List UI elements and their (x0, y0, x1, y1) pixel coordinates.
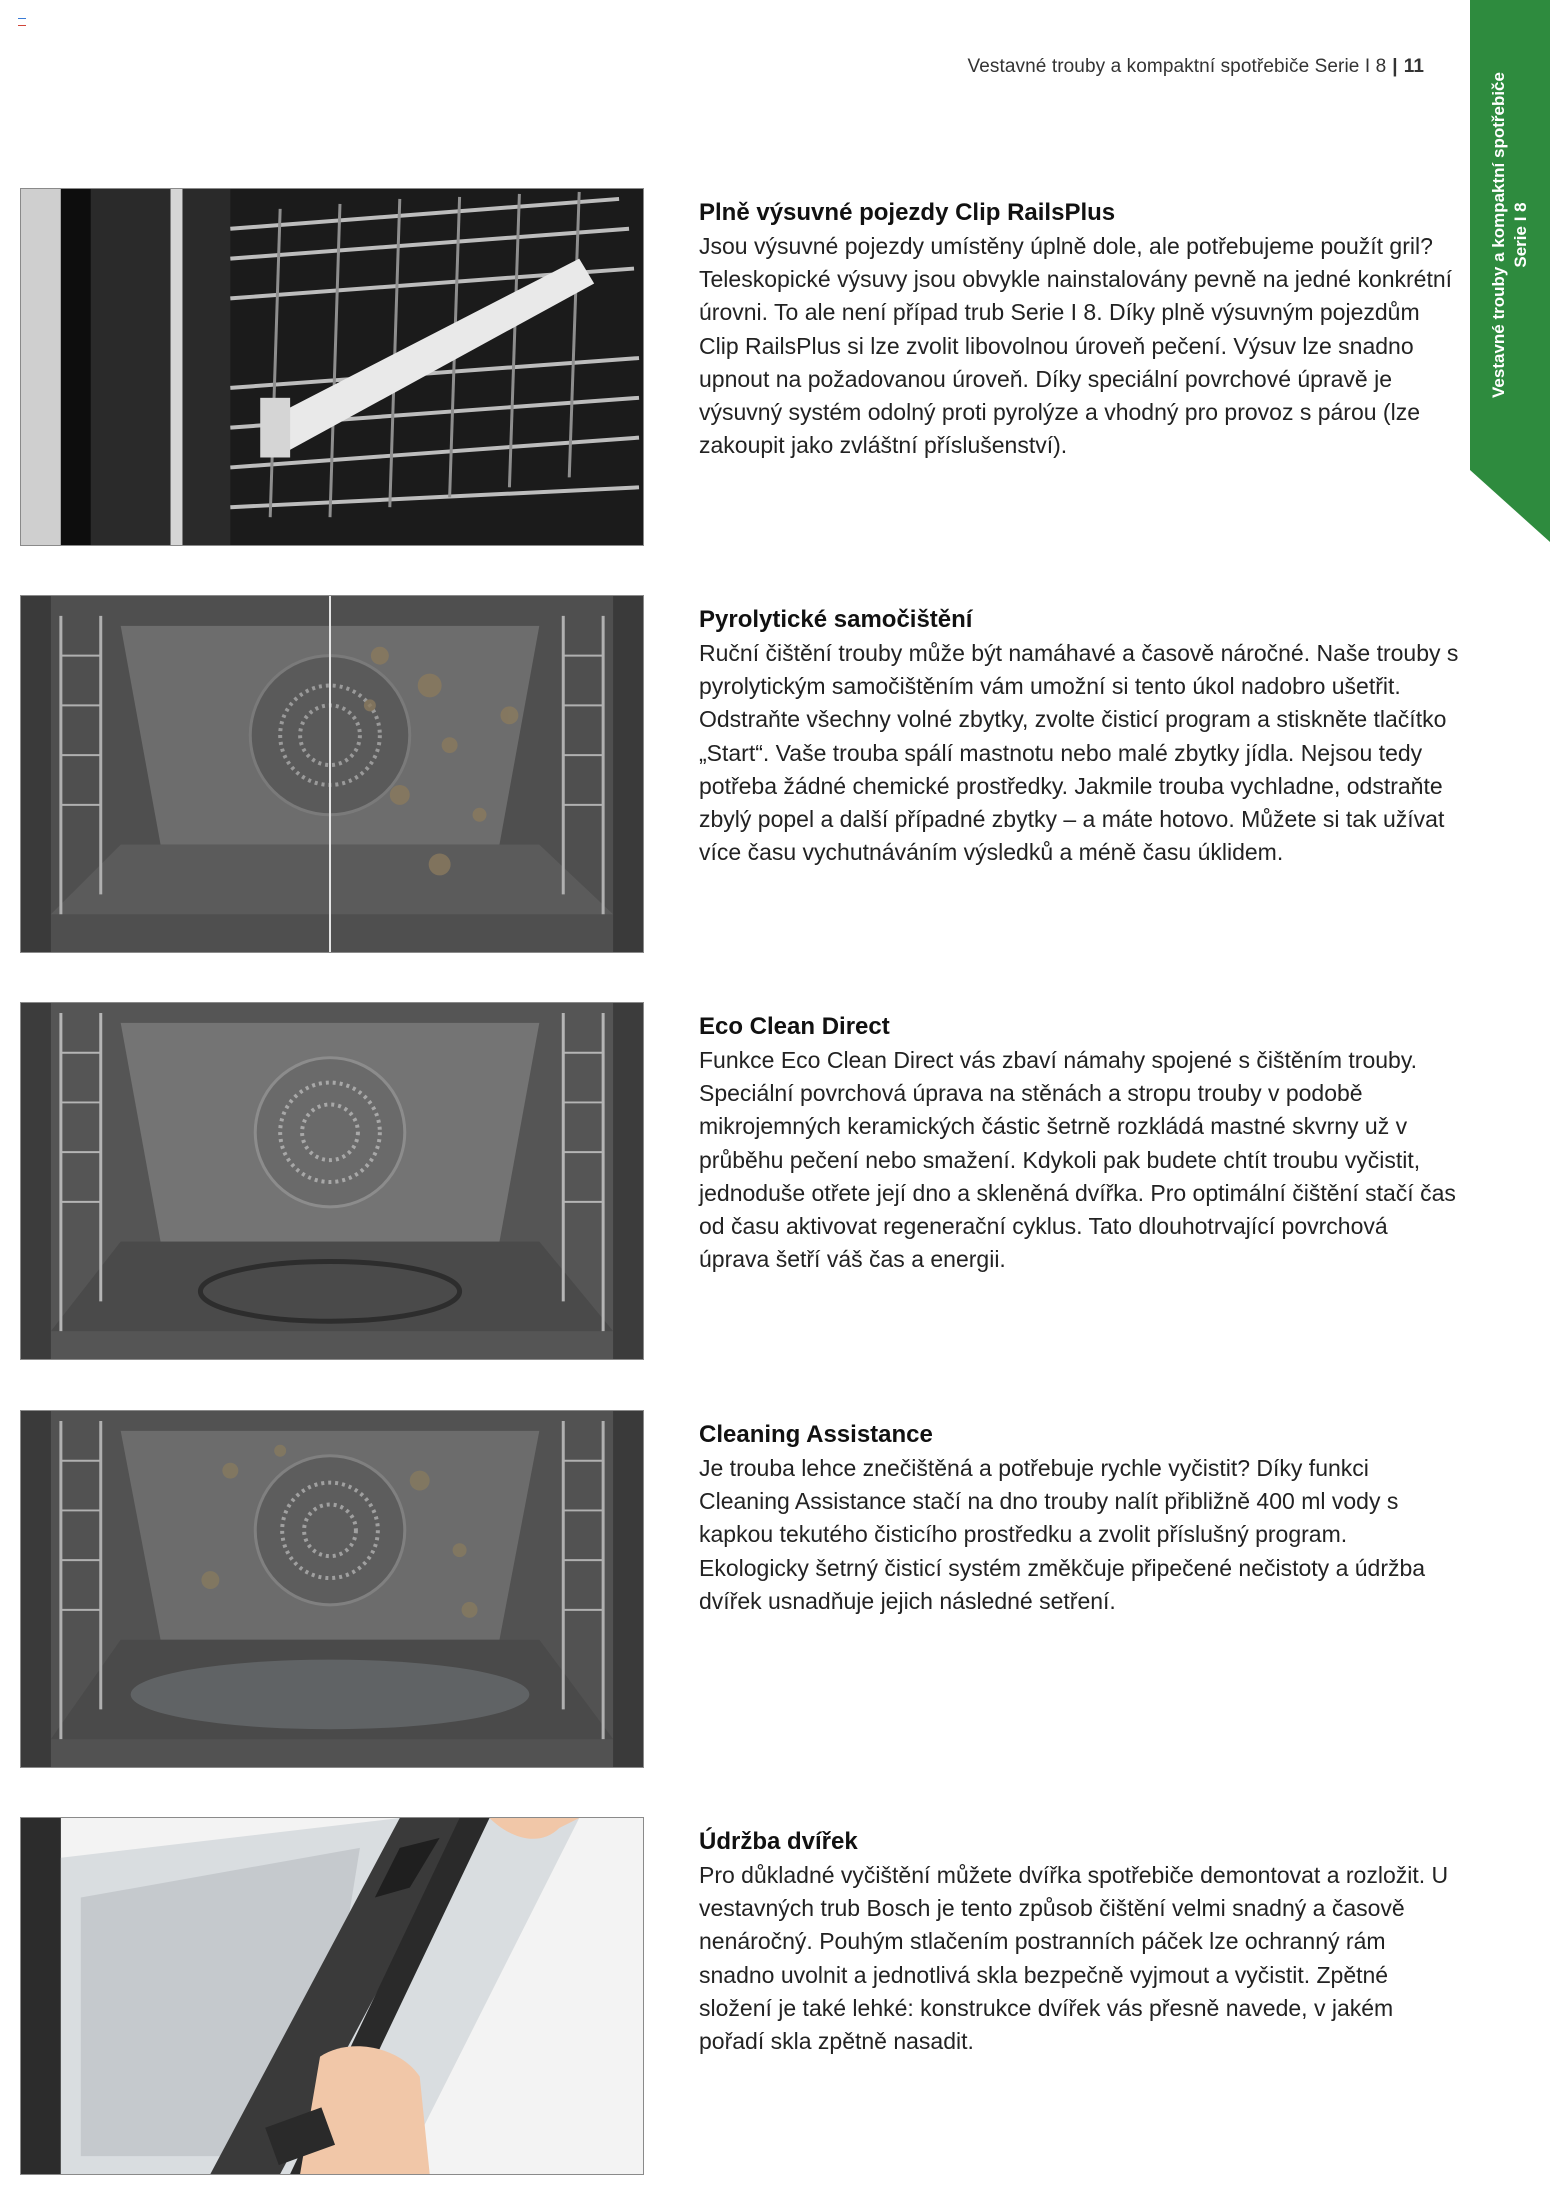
feature-pyrolysis (20, 595, 1459, 955)
feature-text (699, 1010, 1459, 1276)
header-separator: | (1392, 56, 1398, 77)
feature-title: Plně výsuvné pojezdy Clip RailsPlus (699, 199, 1116, 226)
feature-text (699, 1418, 1459, 1618)
feature-body: Funkce Eco Clean Direct vás zbaví námahy spojené s čištěním trouby. Speciální povrchová úprava na stěnách a stropu trouby v podobě mikrojemných keramických částic šetrně rozkládá mastné skvrny už v průběhu pečení nebo smažení. Kdykoli pak budete chtít troubu vyčistit, jednoduše otřete její dno a skleněná dvířka. Pro optimální čištění stačí čas od času aktivovat regenerační cyklus. Tato dlouhotrvající povrchová úprava šetří váš čas a energii. (699, 1047, 1456, 1273)
corner-mark (18, 18, 26, 26)
side-tab-label (1488, 72, 1532, 398)
oven-pyrolysis-photo (20, 595, 644, 953)
side-tab (1470, 0, 1550, 542)
feature-title: Eco Clean Direct (699, 1013, 890, 1040)
feature-body: Pro důkladné vyčištění můžete dvířka spotřebiče demontovat a rozložit. U vestavných trub Bosch je tento způsob čištění velmi snadný a časově nenáročný. Pouhým stlačením postranních páček lze ochranný rám snadno uvolnit a jednotlivá skla bezpečně vyjmout a vyčistit. Zpětné složení je také lehké: konstrukce dvířek vás přesně navede, v jakém pořadí skla zpětně nasadit. (699, 1862, 1449, 2055)
oven-eco-clean-photo (20, 1002, 644, 1360)
feature-title: Cleaning Assistance (699, 1421, 933, 1448)
oven-cleaning-assistance-photo (20, 1410, 644, 1768)
feature-eco-clean (20, 1002, 1456, 1362)
feature-body: Je trouba lehce znečištěná a potřebuje rychle vyčistit? Díky funkci Cleaning Assistance stačí na dno trouby nalít přibližně 400 ml vody s kapkou tekutého čisticího prostředku a zvolit příslušný program. Ekologicky šetrný čisticí systém změkčuje připečené nečistoty a údržba dvířek usnadňuje jejich následné setření. (699, 1455, 1426, 1614)
side-tab-line1: Vestavné trouby a kompaktní spotřebiče (1489, 72, 1509, 398)
feature-body: Ruční čištění trouby může být namáhavé a časově náročné. Naše trouby s pyrolytickým samočištěním vám umožní si tento úkol nadobro ušetřit. Odstraňte všechny volné zbytky, zvolte čisticí program a stiskněte tlačítko „Start“. Vaše trouba spálí mastnotu nebo malé zbytky jídla. Nejsou tedy potřeba žádné chemické prostředky. Jakmile trouba vychladne, odstraňte zbylý popel a další případné zbytky – a máte hotovo. Můžete si tak užívat více času vychutnáváním výsledků a méně času úklidem. (699, 640, 1459, 866)
feature-title: Údržba dvířek (699, 1828, 858, 1855)
oven-rails-photo (20, 188, 644, 546)
feature-text (699, 1825, 1459, 2058)
feature-cleaning-assistance (20, 1410, 1430, 1770)
page-header (967, 56, 1424, 78)
page-number: 11 (1403, 56, 1424, 77)
feature-text (699, 196, 1459, 462)
feature-title: Pyrolytické samočištění (699, 606, 973, 633)
feature-text (699, 603, 1459, 869)
oven-door-photo (20, 1817, 644, 2175)
feature-body: Jsou výsuvné pojezdy umístěny úplně dole, ale potřebujeme použít gril? Teleskopické výsuvy jsou obvykle nainstalovány pevně na jedné konkrétní úrovni. To ale není případ trub Serie I 8. Díky plně výsuvným pojezdům Clip RailsPlus si lze zvolit libovolnou úroveň pečení. Výsuv lze snadno upnout na požadovanou úroveň. Díky speciální povrchové úpravě je výsuvný systém odolný proti pyrolýze a vhodný pro provoz s párou (lze zakoupit jako zvláštní příslušenství). (699, 233, 1453, 459)
feature-door-maintenance (20, 1817, 1449, 2177)
feature-clip-rails (20, 188, 1453, 548)
side-tab-line2: Serie I 8 (1511, 202, 1531, 268)
header-title: Vestavné trouby a kompaktní spotřebiče Serie I 8 (967, 56, 1387, 77)
